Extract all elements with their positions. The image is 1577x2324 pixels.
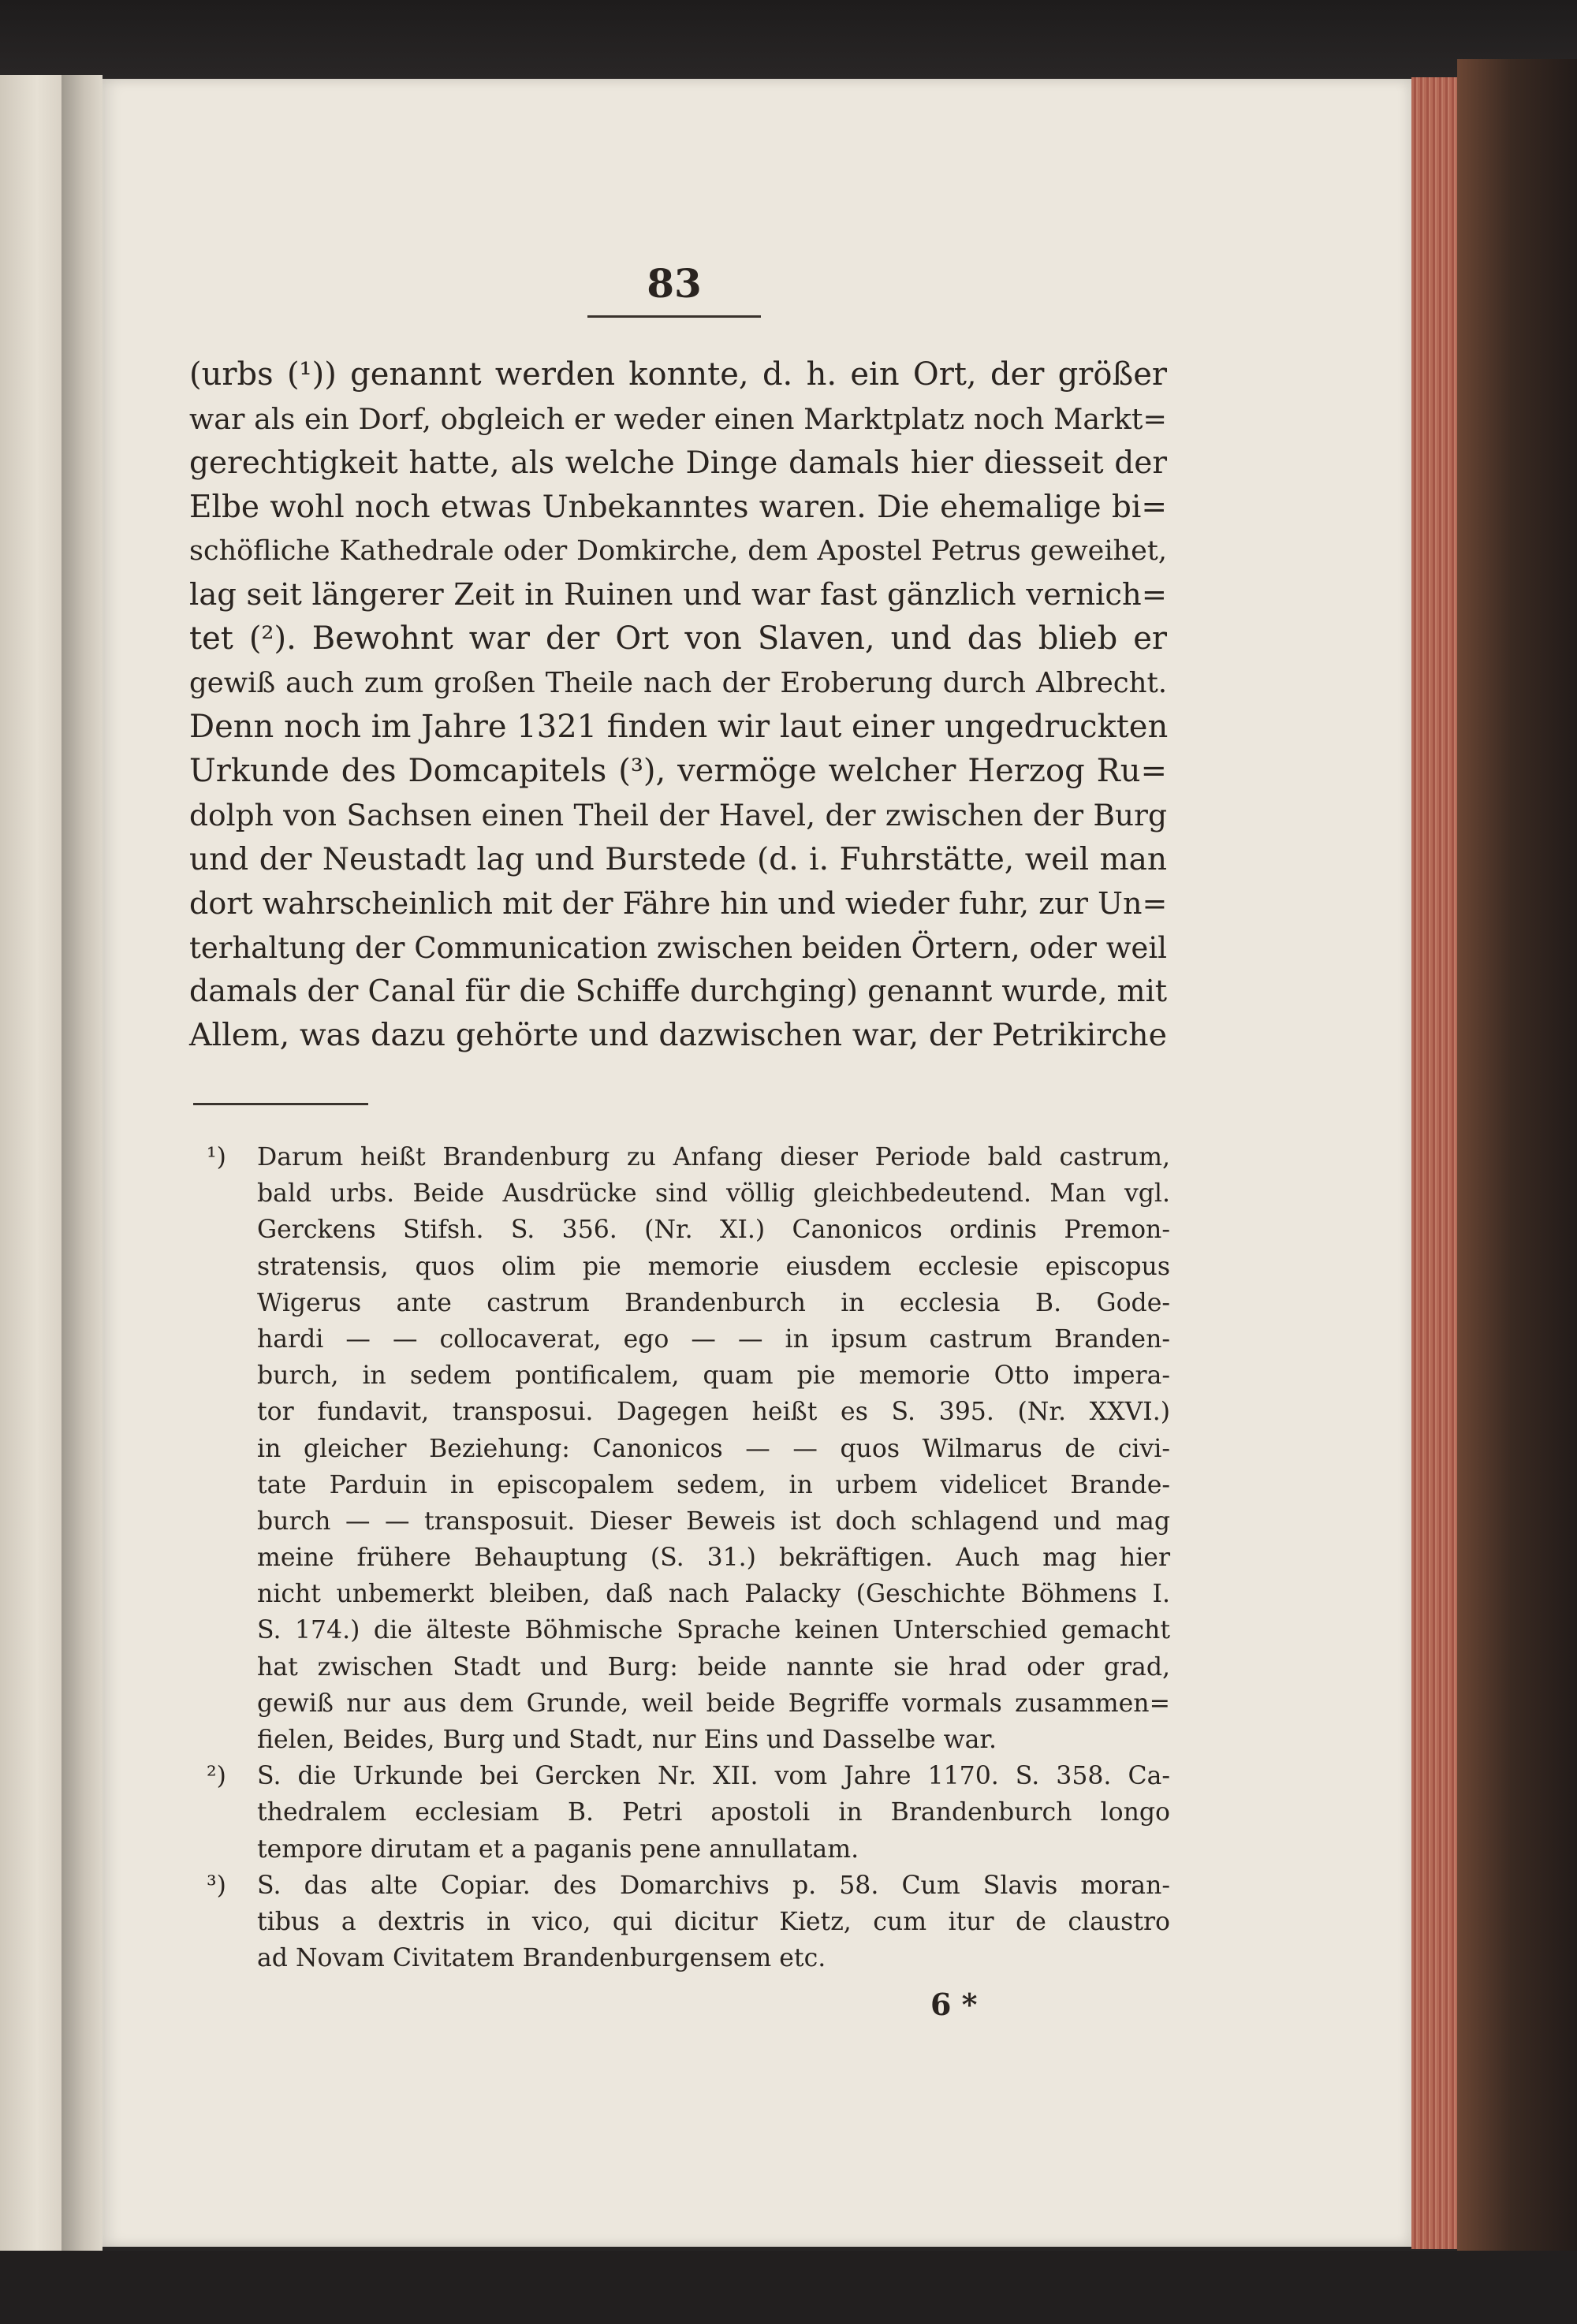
signature-mark: 6 * — [930, 1987, 978, 2022]
page-number: 83 — [647, 260, 702, 307]
footnotes — [207, 1139, 1170, 1976]
footnote-3 — [207, 1868, 1170, 1977]
text-line: war als ein Dorf, obgleich er weder einen Marktplatz noch Markt= — [189, 401, 1167, 436]
text-line: terhaltung der Communication zwischen beiden Örtern, oder weil — [189, 930, 1167, 965]
footnote-line: thedralem ecclesiam B. Petri apostoli in Brandenburch longo — [257, 1798, 1170, 1827]
text-line: Denn noch im Jahre 1321 finden wir laut einer ungedruckten — [189, 709, 1169, 746]
footnote-marker: ³) — [207, 1871, 226, 1900]
footnote-line: Wigerus ante castrum Brandenburch in ecclesia B. Gode- — [257, 1288, 1170, 1317]
page-block-edge — [1411, 77, 1457, 2249]
footnote-line: tate Parduin in episcopalem sedem, in urbem videlicet Brande- — [257, 1470, 1170, 1499]
footnote-line: in gleicher Beziehung: Canonicos — — quos Wilmarus de civi- — [257, 1434, 1170, 1463]
text-line: Urkunde des Domcapitels (³), vermöge welcher Herzog Ru= — [189, 753, 1167, 790]
footnote-line: tibus a dextris in vico, qui dicitur Kietz, cum itur de claustro — [257, 1907, 1170, 1936]
footnote-line: meine frühere Behauptung (S. 31.) bekräftigen. Auch mag hier — [257, 1544, 1170, 1573]
book-cover-bottom — [0, 2251, 1577, 2324]
footnote-1 — [207, 1139, 1170, 1758]
text-line: Allem, was dazu gehörte und dazwischen war, der Petrikirche — [189, 1017, 1167, 1054]
footnote-line: nicht unbemerkt bleiben, daß nach Palacky (Geschichte Böhmens I. — [257, 1580, 1170, 1609]
footnote-line: Darum heißt Brandenburg zu Anfang dieser Periode bald castrum, — [257, 1143, 1170, 1171]
footnote-line: tempore dirutam et a paganis pene annullatam. — [257, 1834, 859, 1864]
footnote-line: burch, in sedem pontificalem, quam pie memorie Otto impera- — [257, 1361, 1170, 1391]
footnote-line: gewiß nur aus dem Grunde, weil beide Begriffe vormals zusammen= — [257, 1689, 1170, 1718]
footnote-marker: ¹) — [207, 1143, 226, 1171]
book-cover-top — [0, 0, 1577, 87]
footnote-line: hat zwischen Stadt und Burg: beide nannte sie hrad oder grad, — [257, 1652, 1170, 1682]
footnote-separator — [193, 1103, 368, 1105]
footnote-line: stratensis, quos olim pie memorie eiusdem ecclesie episcopus — [257, 1252, 1170, 1281]
book-gutter — [62, 75, 103, 2251]
footnote-line: tor fundavit, transposui. Dagegen heißt es S. 395. (Nr. XXVI.) — [257, 1398, 1170, 1427]
text-line: damals der Canal für die Schiffe durchging) genannt wurde, mit — [189, 974, 1167, 1009]
text-line: dolph von Sachsen einen Theil der Havel, der zwischen der Burg — [189, 797, 1167, 832]
text-line: Elbe wohl noch etwas Unbekanntes waren. Die ehemalige bi= — [189, 489, 1167, 525]
footnote-line: hardi — — collocaverat, ego — — in ipsum castrum Branden- — [257, 1324, 1170, 1354]
footnote-line: ad Novam Civitatem Brandenburgensem etc. — [257, 1944, 826, 1973]
main-text — [189, 353, 1167, 1058]
text-line: tet (²). Bewohnt war der Ort von Slaven, und das blieb er — [189, 620, 1167, 657]
footnote-2 — [207, 1758, 1170, 1868]
text-line: und der Neustadt lag und Burstede (d. i. Fuhrstätte, weil man — [189, 841, 1167, 877]
text-line: dort wahrscheinlich mit der Fähre hin und wieder fuhr, zur Un= — [189, 885, 1168, 921]
text-line: lag seit längerer Zeit in Ruinen und war fast gänzlich vernich= — [189, 577, 1167, 613]
book-cover-right — [1457, 59, 1577, 2266]
footnote-line: burch — — transposuit. Dieser Beweis ist doch schlagend und mag — [257, 1507, 1170, 1536]
footnote-line: bald urbs. Beide Ausdrücke sind völlig gleichbedeutend. Man vgl. — [257, 1179, 1170, 1209]
facing-page-edge — [0, 75, 63, 2251]
footnote-line: S. die Urkunde bei Gercken Nr. XII. vom Jahre 1170. S. 358. Ca- — [257, 1762, 1170, 1791]
footnote-marker: ²) — [207, 1762, 226, 1791]
footnote-line: Gerckens Stifsh. S. 356. (Nr. XI.) Canonicos ordinis Premon- — [257, 1216, 1170, 1245]
text-line: schöfliche Kathedrale oder Domkirche, dem Apostel Petrus geweihet, — [189, 534, 1167, 567]
text-line: gerechtigkeit hatte, als welche Dinge damals hier diesseit der — [189, 445, 1167, 481]
text-line: (urbs (¹)) genannt werden konnte, d. h. ein Ort, der größer — [189, 356, 1167, 393]
text-line: gewiß auch zum großen Theile nach der Eroberung durch Albrecht. — [189, 667, 1167, 700]
footnote-line: S. 174.) die älteste Böhmische Sprache keinen Unterschied gemacht — [257, 1616, 1170, 1645]
footnote-line: S. das alte Copiar. des Domarchivs p. 58. Cum Slavis moran- — [257, 1871, 1170, 1900]
page-number-rule — [587, 315, 761, 318]
footnote-line: fielen, Beides, Burg und Stadt, nur Eins und Dasselbe war. — [257, 1726, 997, 1754]
